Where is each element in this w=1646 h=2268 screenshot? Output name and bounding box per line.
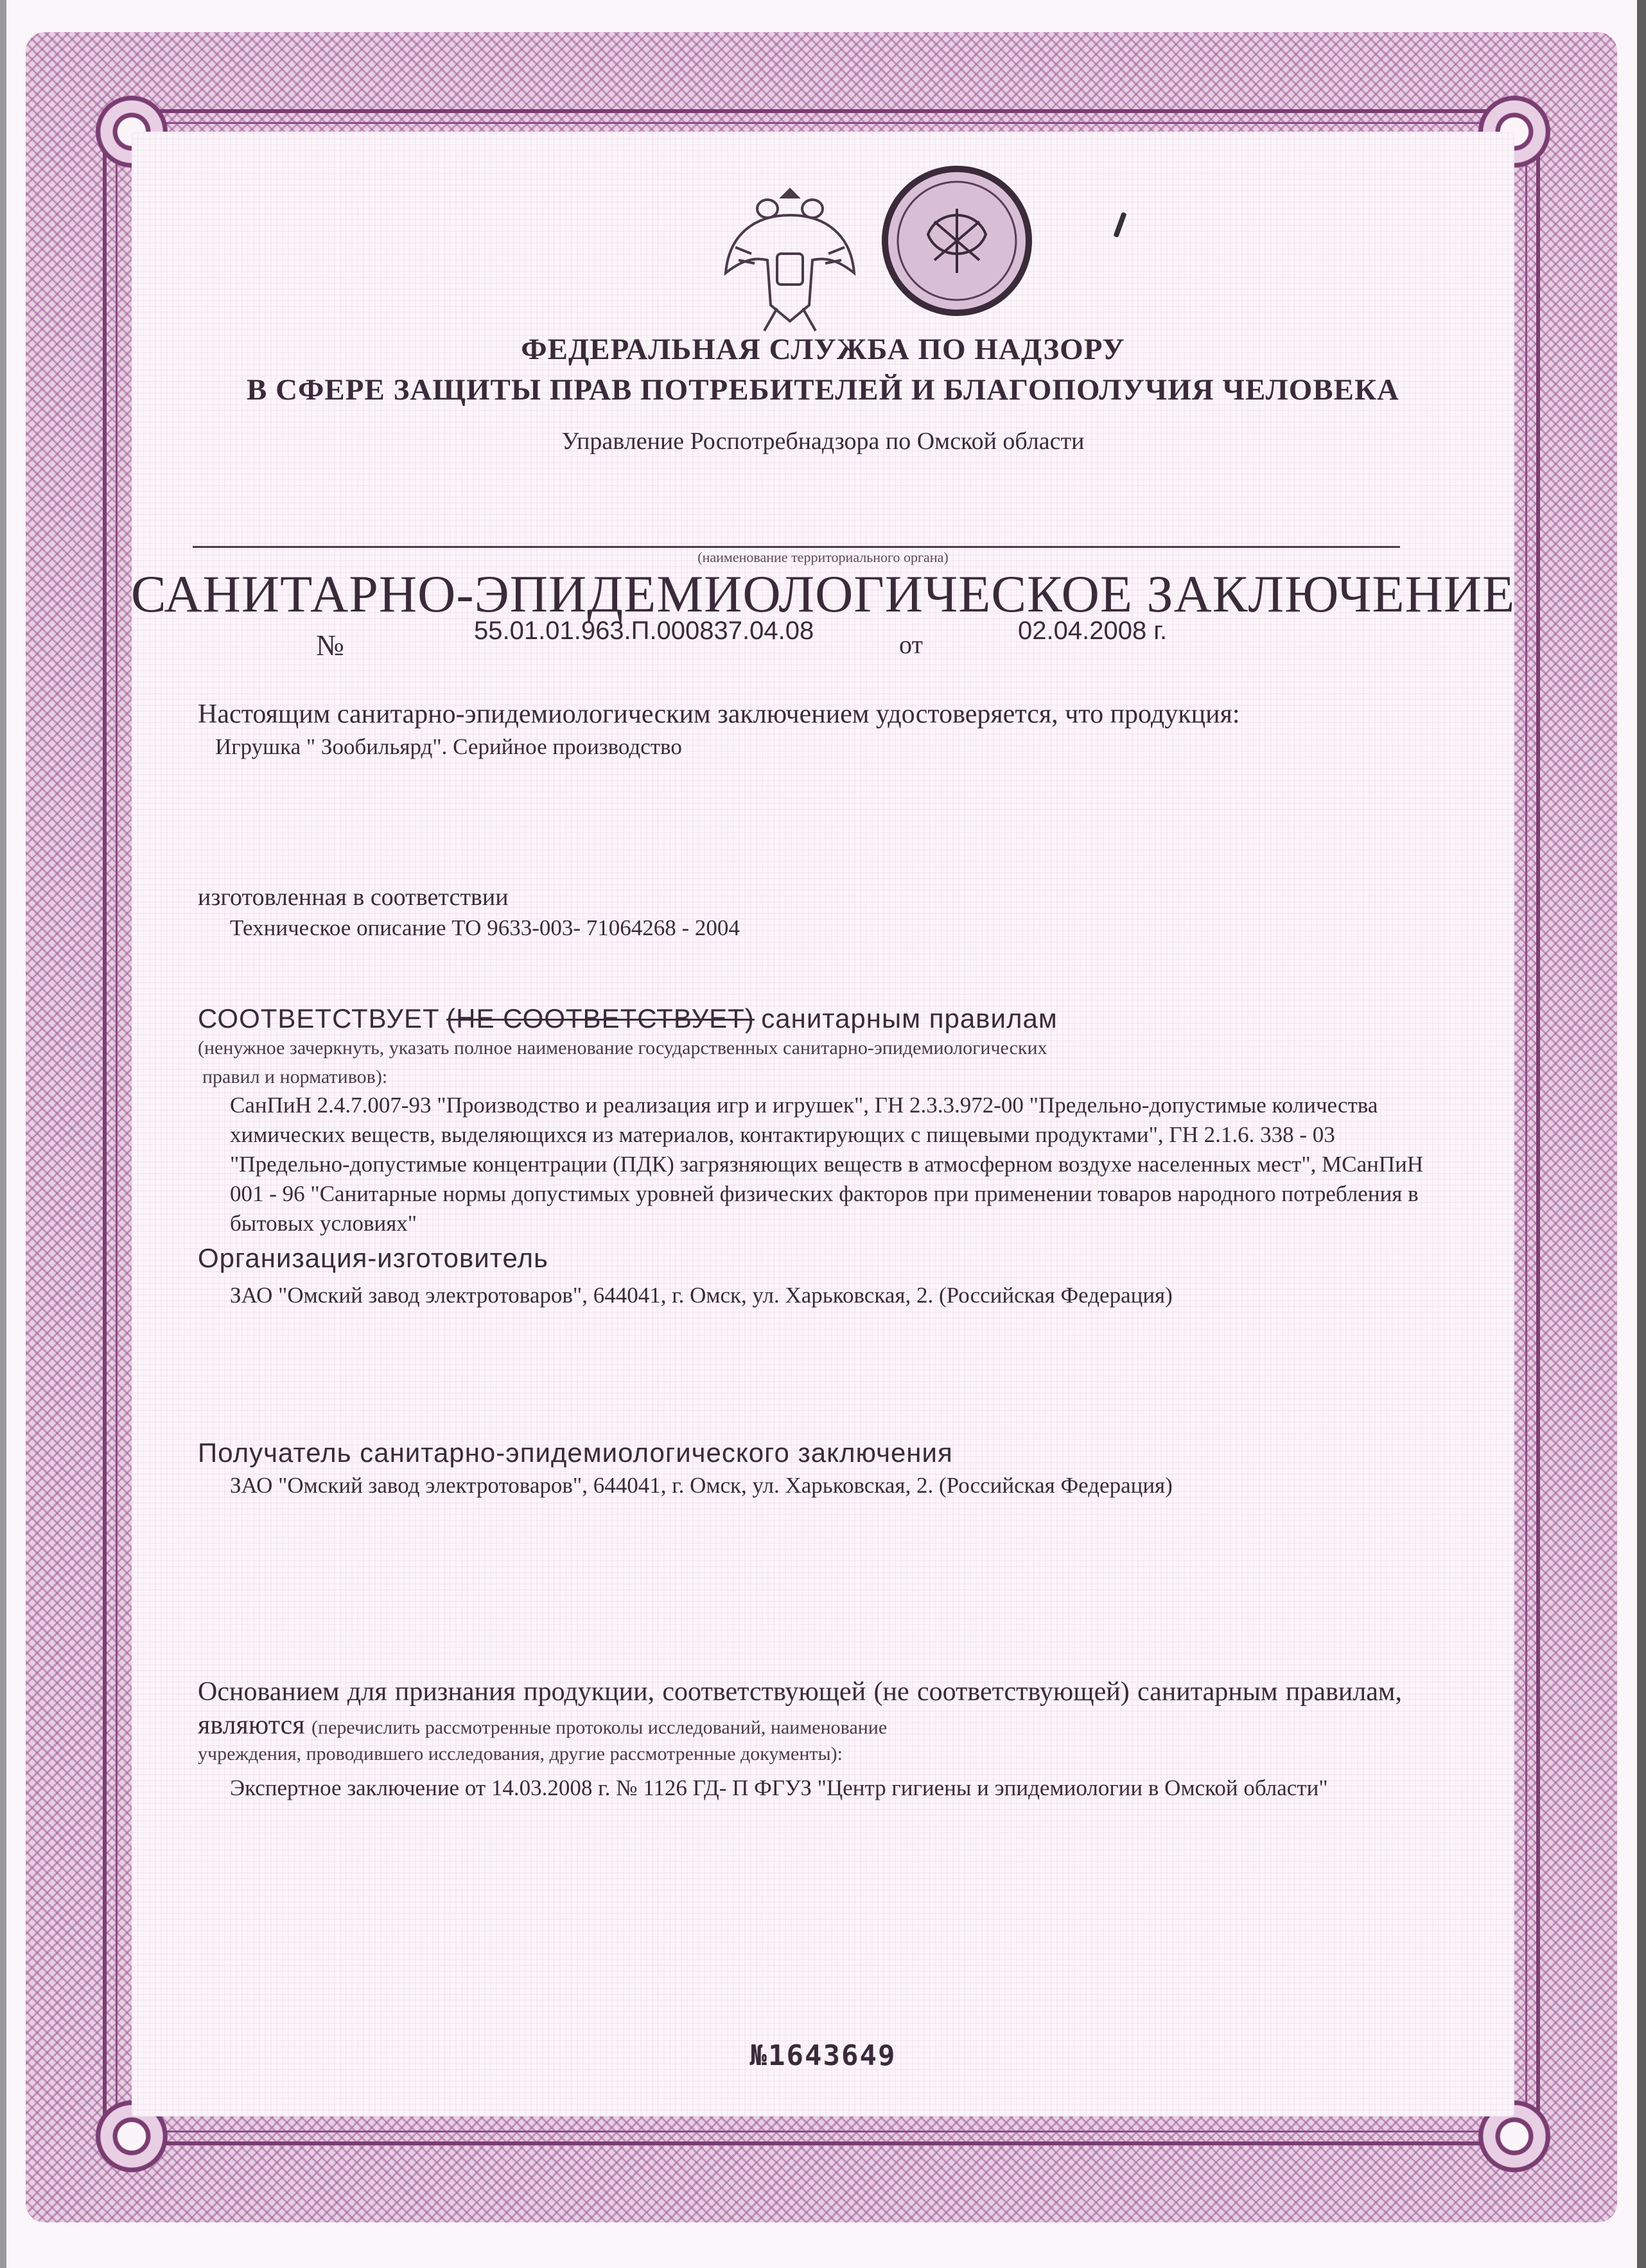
document-number: 55.01.01.963.П.000837.04.08 bbox=[474, 617, 814, 645]
instruction-note-line1: (ненужное зачеркнуть, указать полное наименование государственных санитарно-эпидемиологических bbox=[198, 1037, 1047, 1059]
instruction-note-line2: правил и нормативов): bbox=[202, 1066, 388, 1087]
recipient-value: ЗАО "Омский завод электротоваров", 644041, г. Омск, ул. Харьковская, 2. (Российская Федерация) bbox=[230, 1473, 1173, 1498]
basis-paragraph bbox=[198, 1675, 1402, 1745]
number-mark: № bbox=[316, 629, 344, 662]
basis-text: Основанием для признания продукции, соответствующей (не соответствующей) санитарным правилам, являются bbox=[198, 1677, 1402, 1740]
basis-hint: учреждения, проводившего исследования, другие рассмотренные документы): bbox=[198, 1743, 843, 1764]
conforms-text: СООТВЕТСТВУЕТ bbox=[198, 1003, 440, 1033]
territorial-organ: Управление Роспотребнадзора по Омской области bbox=[561, 428, 1085, 455]
coat-of-arms-icon bbox=[716, 170, 864, 340]
not-conforms-struck: (НЕ СООТВЕТСТВУЕТ) bbox=[446, 1003, 755, 1033]
expert-conclusion: Экспертное заключение от 14.03.2008 г. № 1126 ГД- П ФГУЗ "Центр гигиены и эпидемиологии в Омской области" bbox=[230, 1775, 1328, 1800]
sanitary-rules-list: СанПиН 2.4.7.007-93 "Производство и реализация игр и игрушек", ГН 2.3.3.972-00 "Предельно-допустимые количества химических веществ, выделяющихся из материалов, контактирующих с пищевыми продуктами", ГН 2.1.6. 338 - 03 "Предельно-допустимые концентрации (ПДК) загрязняющих веществ в атмосферном воздухе населенных мест", МСанПиН 001 - 96 "Санитарные нормы допустимых уровней физических факторов при применении товаров народного потребления в бытовых условиях" bbox=[230, 1093, 1424, 1236]
organ-hint: (наименование территориального органа) bbox=[697, 549, 949, 565]
organ-underline bbox=[193, 546, 1400, 548]
agency-name-line1: ФЕДЕРАЛЬНАЯ СЛУЖБА ПО НАДЗОРУ bbox=[521, 333, 1125, 366]
product-name: Игрушка " Зообильярд". Серийное производство bbox=[215, 734, 682, 759]
form-serial-number: №1643649 bbox=[749, 2039, 897, 2072]
document-title: САНИТАРНО-ЭПИДЕМИОЛОГИЧЕСКОЕ ЗАКЛЮЧЕНИЕ bbox=[130, 565, 1516, 623]
agency-name-line2: В СФЕРЕ ЗАЩИТЫ ПРАВ ПОТРЕБИТЕЛЕЙ И БЛАГОПОЛУЧИЯ ЧЕЛОВЕКА bbox=[247, 373, 1399, 407]
certificate-lead: Настоящим санитарно-эпидемиологическим заключением удостоверяется, что продукция: bbox=[198, 699, 1240, 729]
manufacturer-value: ЗАО "Омский завод электротоваров", 644041, г. Омск, ул. Харьковская, 2. (Российская Федерация) bbox=[230, 1283, 1173, 1308]
made-in-accordance-label: изготовленная в соответствии bbox=[198, 884, 509, 911]
basis-hint-inline: (перечислить рассмотренные протоколы исследований, наименование bbox=[311, 1717, 888, 1738]
date-prefix: от bbox=[899, 630, 923, 659]
document-date: 02.04.2008 г. bbox=[1018, 617, 1168, 645]
manufacturer-label: Организация-изготовитель bbox=[198, 1243, 548, 1273]
conformity-line bbox=[198, 1003, 1058, 1035]
hologram-seal-icon bbox=[880, 164, 1034, 318]
recipient-label: Получатель санитарно-эпидемиологического заключения bbox=[198, 1437, 953, 1468]
technical-description: Техническое описание ТО 9633-003- 71064268 - 2004 bbox=[230, 915, 740, 940]
conforms-tail: санитарным правилам bbox=[761, 1003, 1058, 1033]
